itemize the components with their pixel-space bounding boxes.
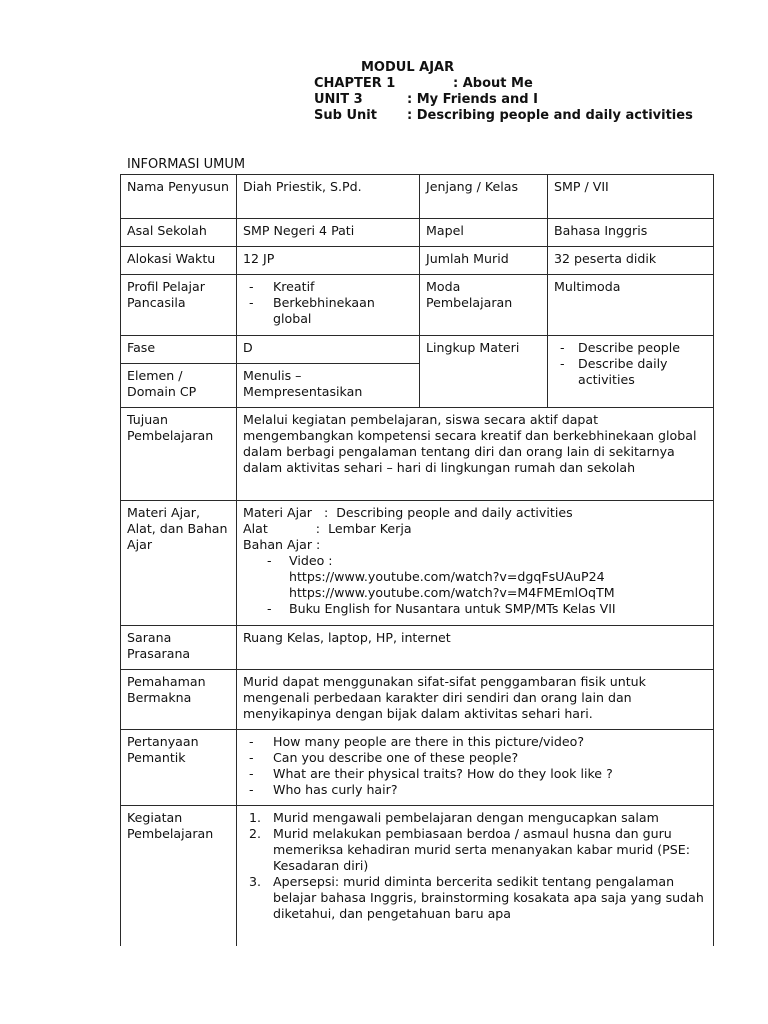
row-label: Nama Penyusun xyxy=(121,175,237,219)
video-link[interactable]: https://www.youtube.com/watch?v=dgqFsUAuP24 xyxy=(289,569,605,584)
row-value: Multimoda xyxy=(548,275,714,336)
video-label: - Video : xyxy=(289,553,333,568)
row-label: Moda Pembelajaran xyxy=(420,275,548,336)
document-title: MODUL AJAR xyxy=(361,60,455,75)
row-label: Profil Pelajar Pancasila xyxy=(121,275,237,336)
list-item xyxy=(243,826,707,874)
item-text: Murid melakukan pembiasaan berdoa / asmaul husna dan guru memeriksa kehadiran murid serta menanyakan kabar murid (PSE: Kesadaran diri) xyxy=(273,826,690,873)
section-label: INFORMASI UMUM xyxy=(127,157,246,172)
header-key: CHAPTER 1 xyxy=(314,76,396,91)
row-value xyxy=(237,275,420,336)
header-key: Sub Unit xyxy=(314,108,377,123)
row-label: Elemen / Domain CP xyxy=(121,364,237,408)
bahan-key: Bahan Ajar : xyxy=(243,537,321,552)
table-row xyxy=(121,730,714,806)
row-label: Jumlah Murid xyxy=(420,247,548,275)
item-number: 2. xyxy=(249,826,262,841)
header-row-unit xyxy=(314,92,744,108)
list-item xyxy=(243,874,707,922)
list-item xyxy=(243,810,707,826)
row-label: Materi Ajar, Alat, dan Bahan Ajar xyxy=(121,501,237,626)
row-value: Murid dapat menggunakan sifat-sifat penggambaran fisik untuk mengenali perbedaan karakter diri sendiri dan orang lain dan menyikapinya dengan bijak dalam aktivitas sehari hari. xyxy=(237,670,714,730)
row-value: D xyxy=(237,336,420,364)
header-value: : My Friends and I xyxy=(407,92,538,107)
table-row xyxy=(121,670,714,730)
row-value xyxy=(237,501,714,626)
row-label: Kegiatan Pembelajaran xyxy=(121,806,237,946)
row-value xyxy=(237,730,714,806)
alat-line xyxy=(243,521,707,537)
row-value: Melalui kegiatan pembelajaran, siswa secara aktif dapat mengembangkan kompetensi secara kreatif dan berkebhinekaan global dalam berbagi pengalaman tentang diri dan orang lain di sekitarnya dalam aktivitas sehari – hari di lingkungan rumah dan sekolah xyxy=(237,408,714,501)
header-value: : About Me xyxy=(453,76,533,91)
list-item: - Describe daily activities xyxy=(554,356,707,388)
table-row xyxy=(121,626,714,670)
row-value: SMP Negeri 4 Pati xyxy=(237,219,420,247)
list-item: - Buku English for Nusantara untuk SMP/MTs Kelas VII xyxy=(243,601,707,617)
row-label: Tujuan Pembelajaran xyxy=(121,408,237,501)
list-item: - Who has curly hair? xyxy=(243,782,707,798)
row-label: Asal Sekolah xyxy=(121,219,237,247)
row-label: Fase xyxy=(121,336,237,364)
header-row-subunit xyxy=(314,108,744,124)
list-item: - Can you describe one of these people? xyxy=(243,750,707,766)
info-table xyxy=(120,174,714,946)
materi-key: Materi Ajar : xyxy=(243,505,337,520)
header-value: : Describing people and daily activities xyxy=(407,108,693,123)
row-label: Alokasi Waktu xyxy=(121,247,237,275)
list-item xyxy=(243,553,707,601)
table-row xyxy=(121,175,714,219)
item-text: Apersepsi: murid diminta bercerita sedikit tentang pengalaman belajar bahasa Inggris, brainstorming kosakata apa saja yang sudah diketahui, dan pengetahuan baru apa xyxy=(273,874,704,921)
row-value xyxy=(237,806,714,946)
list-item: - How many people are there in this picture/video? xyxy=(243,734,707,750)
table-row xyxy=(121,219,714,247)
table-row xyxy=(121,336,714,364)
row-value: 12 JP xyxy=(237,247,420,275)
list-item: - Kreatif xyxy=(243,279,413,295)
row-label: Jenjang / Kelas xyxy=(420,175,548,219)
row-label: Pemahaman Bermakna xyxy=(121,670,237,730)
table-row xyxy=(121,408,714,501)
row-value: 32 peserta didik xyxy=(548,247,714,275)
row-label: Sarana Prasarana xyxy=(121,626,237,670)
row-value: Menulis – Mempresentasikan xyxy=(237,364,420,408)
row-value: SMP / VII xyxy=(548,175,714,219)
table-row xyxy=(121,275,714,336)
header-row-chapter xyxy=(314,76,744,92)
table-row xyxy=(121,501,714,626)
materi-line xyxy=(243,505,707,521)
alat-key: Alat : xyxy=(243,521,329,536)
header-key: UNIT 3 xyxy=(314,92,363,107)
row-label: Lingkup Materi xyxy=(420,336,548,408)
item-number: 3. xyxy=(249,874,262,889)
row-value xyxy=(548,336,714,408)
item-number: 1. xyxy=(249,810,262,825)
alat-value: Lembar Kerja xyxy=(328,521,412,536)
row-label: Mapel xyxy=(420,219,548,247)
item-text: Murid mengawali pembelajaran dengan mengucapkan salam xyxy=(273,810,659,825)
row-value: Diah Priestik, S.Pd. xyxy=(237,175,420,219)
video-link[interactable]: https://www.youtube.com/watch?v=M4FMEmlOqTM xyxy=(289,585,615,600)
table-row xyxy=(121,806,714,946)
document-header xyxy=(314,60,744,124)
list-item: - Describe people xyxy=(554,340,707,356)
table-row xyxy=(121,247,714,275)
row-value: Bahasa Inggris xyxy=(548,219,714,247)
row-label: Pertanyaan Pemantik xyxy=(121,730,237,806)
list-item: - Berkebhinekaan global xyxy=(243,295,413,327)
list-item: - What are their physical traits? How do they look like ? xyxy=(243,766,707,782)
row-value: Ruang Kelas, laptop, HP, internet xyxy=(237,626,714,670)
materi-value: Describing people and daily activities xyxy=(336,505,573,520)
